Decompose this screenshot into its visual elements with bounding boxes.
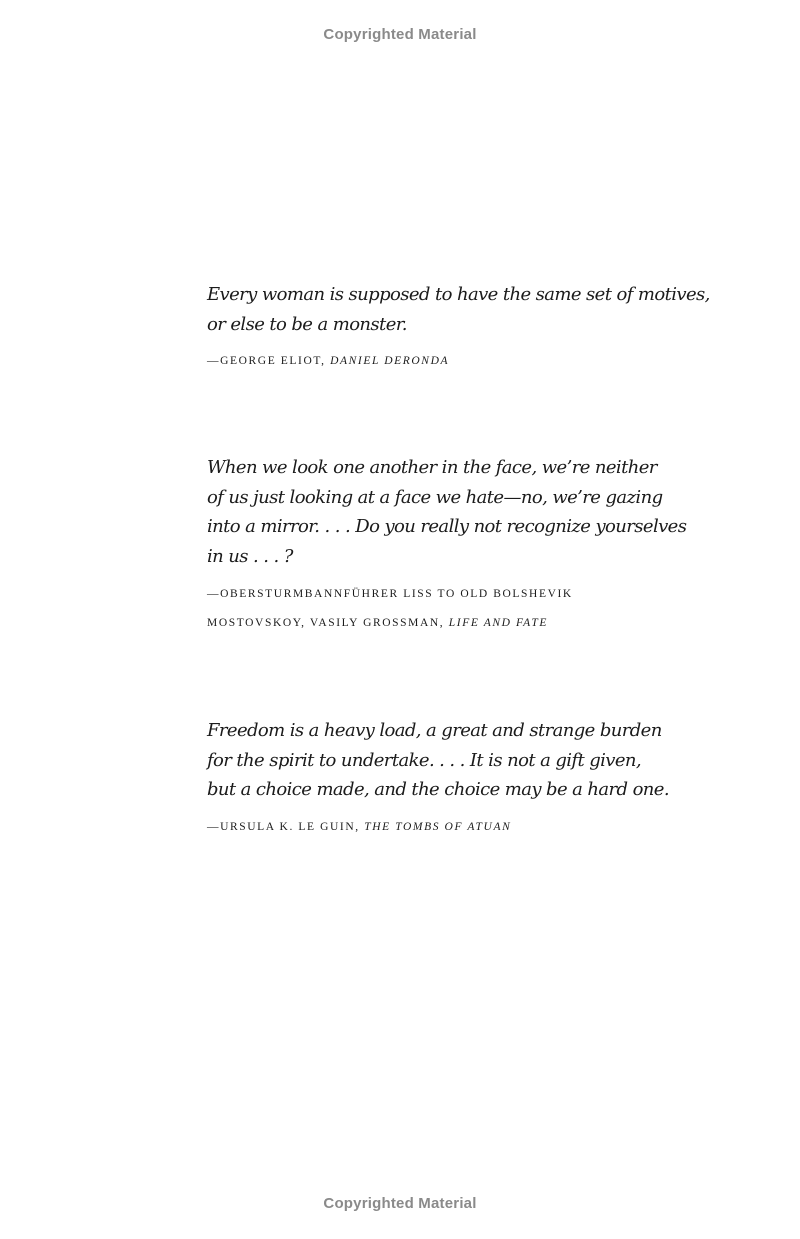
- quote-line: in us . . . ?: [207, 545, 293, 567]
- quote-line: of us just looking at a face we hate—no, we’re gazing: [207, 486, 663, 508]
- quote-line: into a mirror. . . . Do you really not recognize yourselves: [207, 516, 687, 537]
- quote-line: Every woman is supposed to have the same set of motives,: [207, 284, 710, 305]
- attribution-work-title: DANIEL DERONDA: [330, 355, 450, 367]
- epigraph-attribution: [207, 813, 677, 842]
- attribution-work-title: LIFE AND FATE: [448, 617, 548, 629]
- quote-line: When we look one another in the face, we’re neither: [207, 457, 657, 478]
- attribution-line: [207, 813, 677, 842]
- attribution-line: [207, 347, 677, 376]
- epigraph-attribution: [207, 347, 677, 376]
- epigraph-quote: [207, 280, 710, 339]
- quote-line: for the spirit to undertake. . . . It is not a gift given,: [207, 749, 642, 771]
- attribution-line: —OBERSTURMBANNFÜHRER LISS TO OLD BOLSHEVIK: [207, 588, 573, 600]
- epigraph-eliot: [207, 280, 710, 376]
- quote-line: but a choice made, and the choice may be a hard one.: [207, 779, 669, 800]
- epigraph-quote: [207, 453, 687, 571]
- attribution-author: —GEORGE ELIOT,: [207, 355, 331, 367]
- copyright-watermark-bottom: Copyrighted Material: [323, 1195, 477, 1212]
- epigraph-quote: [207, 716, 677, 805]
- quote-line: or else to be a monster.: [207, 313, 407, 335]
- attribution-author: —URSULA K. LE GUIN,: [207, 820, 365, 833]
- attribution-work-title: THE TOMBS OF ATUAN: [364, 820, 512, 833]
- quote-line: Freedom is a heavy load, a great and strange burden: [207, 720, 662, 741]
- epigraph-grossman: [207, 453, 687, 638]
- epigraph-attribution: [207, 580, 677, 638]
- attribution-author: MOSTOVSKOY, VASILY GROSSMAN,: [207, 617, 449, 629]
- attribution-line: [207, 609, 677, 638]
- copyright-watermark-top: Copyrighted Material: [323, 26, 477, 43]
- epigraph-le-guin: [207, 716, 677, 842]
